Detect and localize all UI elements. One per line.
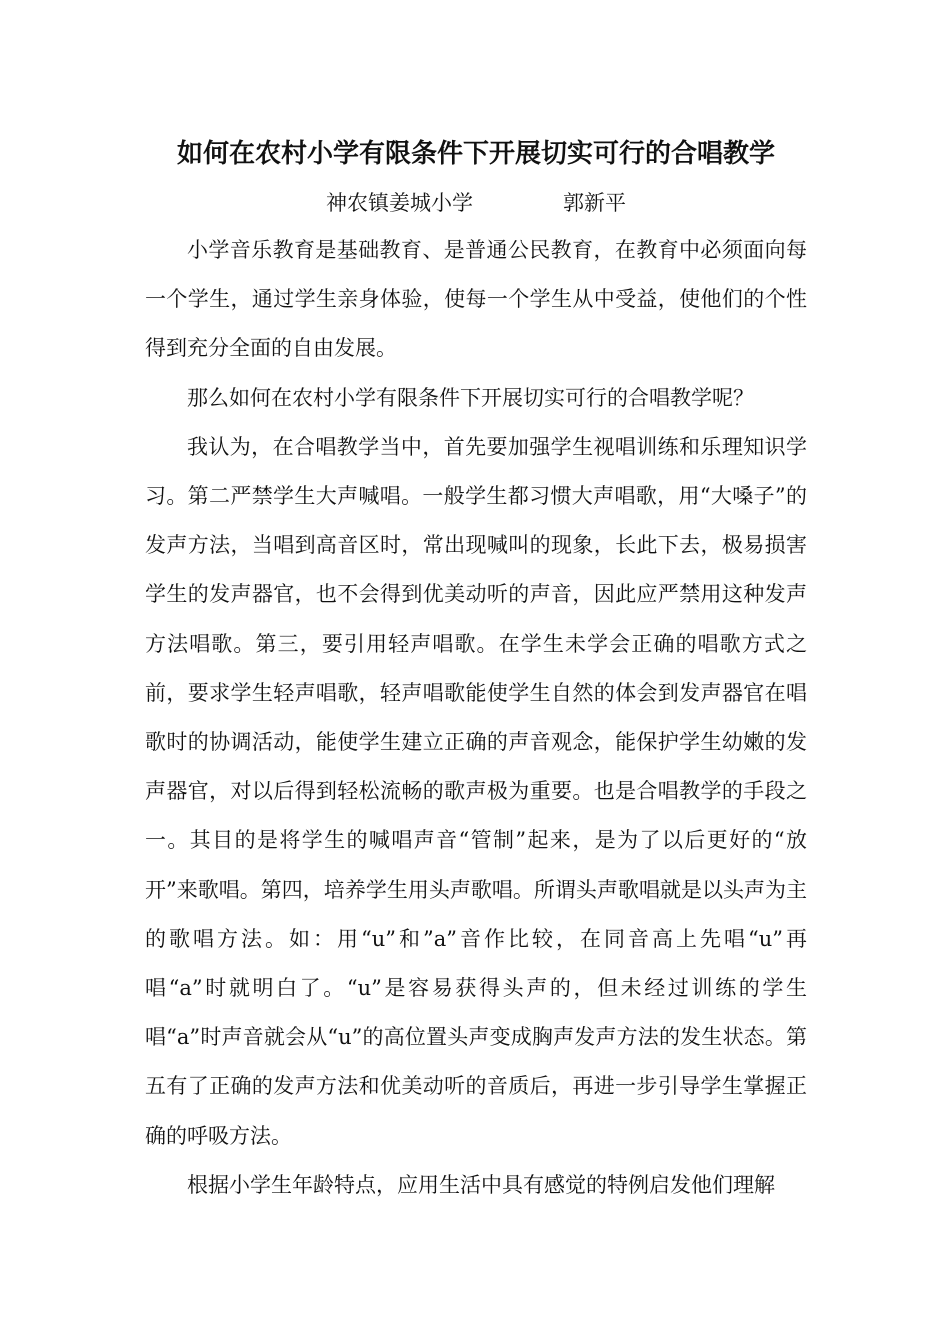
paragraph-breathing: 根据小学生年龄特点，应用生活中具有感觉的特例启发他们理解	[187, 1172, 775, 1197]
school-name: 神农镇姜城小学	[326, 191, 473, 215]
author-name: 郭新平	[563, 191, 626, 215]
paragraph-methods: 我认为，在合唱教学当中，首先要加强学生视唱训练和乐理知识学习。第二严禁学生大声喊唱。一般学生都习惯大声唱歌，用“大嗓子”的发声方法，当唱到高音区时，常出现喊叫的现象，长此下去，极易损害学生的发声器官，也不会得到优美动听的声音，因此应严禁用这种发声方法唱歌。第三，要引用轻声唱歌。在学生未学会正确的唱歌方式之前，要求学生轻声唱歌，轻声唱歌能使学生自然的体会到发声器官在唱歌时的协调活动，能使学生建立正确的声音观念，能保护学生幼嫩的发声器官，对以后得到轻松流畅的歌声极为重要。也是合唱教学的手段之一。其目的是将学生的喊唱声音“管制”起来，是为了以后更好的“放开”来歌唱。第四，培养学生用头声歌唱。所谓头声歌唱就是以头声为主的歌唱方法。如：用“u”和”a”音作比较，在同音高上先唱“u”再唱“a”时就明白了。“u”是容易获得头声的，但未经过训练的学生唱“a”时声音就会从“u”的高位置头声变成胸声发声方法的发生状态。第五有了正确的发声方法和优美动听的音质后，再进一步引导学生掌握正确的呼吸方法。	[145, 434, 807, 1148]
document-page	[145, 128, 807, 1210]
byline	[145, 180, 807, 226]
paragraph-intro: 小学音乐教育是基础教育、是普通公民教育，在教育中必须面向每一个学生，通过学生亲身体验，使每一个学生从中受益，使他们的个性得到充分全面的自由发展。	[145, 238, 807, 361]
paragraph-question: 那么如何在农村小学有限条件下开展切实可行的合唱教学呢？	[187, 385, 754, 410]
document-title: 如何在农村小学有限条件下开展切实可行的合唱教学	[176, 139, 775, 169]
